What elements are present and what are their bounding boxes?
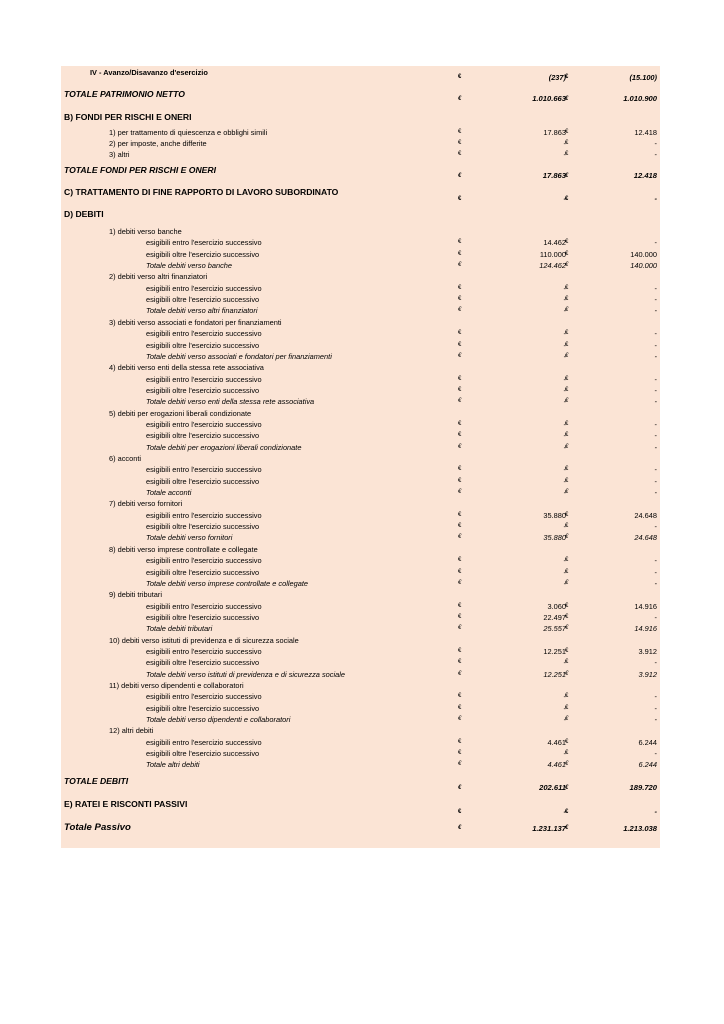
currency-symbol: € [458, 557, 462, 564]
currency-symbol: € [458, 647, 462, 654]
currency-symbol: € [458, 466, 462, 473]
fondi-item-label: 2) per imposte, anche differite [109, 139, 207, 148]
debiti-oltre-row-label: esigibili oltre l'esercizio successivo [146, 749, 260, 759]
debiti-entro-row-value-previous: - [654, 329, 657, 339]
debiti-entro-row-value-previous: - [654, 419, 657, 429]
currency-symbol: € [565, 352, 569, 359]
debiti-group-title-label: 9) debiti tributari [109, 590, 162, 600]
currency-symbol: € [458, 750, 462, 757]
debiti-group-title-label: 7) debiti verso fornitori [109, 499, 183, 509]
currency-symbol: € [565, 386, 569, 393]
debiti-entro-row-value-previous: - [654, 283, 657, 293]
currency-symbol: € [565, 809, 569, 815]
totale-debiti-row-value-previous: 189.720 [629, 783, 657, 792]
debiti-oltre-row-value-current: - [563, 522, 566, 532]
debiti-entro-row-value-current: 4.461 [547, 737, 566, 747]
debiti-total-row-value-previous: 140.000 [630, 261, 657, 271]
avanzo-row-value-previous: (15.100) [629, 73, 657, 82]
debiti-total-row-label: Totale debiti verso banche [146, 261, 233, 271]
currency-symbol: € [565, 568, 569, 575]
debiti-entro-row-label: esigibili entro l'esercizio successivo [146, 556, 262, 566]
debiti-total-row-value-current: 124.462 [539, 261, 566, 271]
totale-passivo-row-label: Totale Passivo [64, 822, 131, 833]
currency-symbol: € [565, 825, 569, 831]
debiti-entro-row-label: esigibili entro l'esercizio successivo [146, 692, 262, 702]
debiti-group-title-label: 5) debiti per erogazioni liberali condizionate [109, 408, 252, 418]
totale-passivo-row-value-previous: 1.213.038 [623, 824, 657, 833]
debiti-entro-row-value-previous: 3.912 [638, 646, 657, 656]
debiti-entro-row-value-current: 14.462 [543, 238, 566, 248]
currency-symbol: € [565, 129, 569, 135]
debiti-group-title-label: 4) debiti verso enti della stessa rete associativa [109, 363, 264, 373]
debiti-entro-row-value-current: - [563, 692, 566, 702]
debiti-heading-label: D) DEBITI [64, 209, 104, 219]
debiti-oltre-row-label: esigibili oltre l'esercizio successivo [146, 431, 260, 441]
debiti-total-row-value-previous: - [654, 578, 657, 588]
totale-patrimonio-netto-row-value-previous: 1.010.900 [623, 94, 657, 103]
currency-symbol: € [458, 262, 462, 269]
fondi-total-row-value-current: 17.863 [542, 171, 566, 180]
currency-symbol: € [458, 716, 462, 723]
debiti-total-row-value-previous: 14.916 [634, 624, 657, 634]
debiti-entro-row-label: esigibili entro l'esercizio successivo [146, 374, 262, 384]
debiti-oltre-row-value-previous: - [654, 385, 657, 395]
fondi-item-value-current: - [563, 139, 566, 148]
debiti-entro-row-label: esigibili entro l'esercizio successivo [146, 329, 262, 339]
debiti-oltre-row-value-previous: - [654, 703, 657, 713]
debiti-total-row-value-previous: - [654, 306, 657, 316]
debiti-entro-row-value-current: - [563, 465, 566, 475]
debiti-entro-row-value-current: - [563, 329, 566, 339]
currency-symbol: € [458, 196, 462, 202]
currency-symbol: € [565, 341, 569, 348]
debiti-total-row-value-previous: 6.244 [638, 760, 657, 770]
currency-symbol: € [458, 613, 462, 620]
debiti-total-row-value-current: 25.557 [543, 624, 566, 634]
debiti-total-row-value-current: 35.880 [543, 533, 566, 543]
totale-debiti-row-label: TOTALE DEBITI [64, 776, 129, 786]
debiti-entro-row-value-current: - [563, 283, 566, 293]
debiti-entro-row-value-current: - [563, 419, 566, 429]
currency-symbol: € [458, 534, 462, 541]
debiti-oltre-row-value-previous: - [654, 612, 657, 622]
debiti-total-row-value-previous: 24.648 [634, 533, 657, 543]
debiti-oltre-row-label: esigibili oltre l'esercizio successivo [146, 567, 260, 577]
currency-symbol: € [458, 602, 462, 609]
currency-symbol: € [565, 693, 569, 700]
debiti-oltre-row-value-current: - [563, 431, 566, 441]
debiti-total-row-label: Totale debiti verso associati e fondatori per finanziamenti [146, 351, 332, 361]
debiti-total-row-label: Totale debiti verso istituti di previdenza e di sicurezza sociale [146, 669, 345, 679]
debiti-oltre-row-value-previous: - [654, 295, 657, 305]
currency-symbol: € [565, 443, 569, 450]
debiti-total-row-label: Totale acconti [146, 488, 192, 498]
debiti-total-row-value-previous: 3.912 [638, 669, 657, 679]
debiti-oltre-row-label: esigibili oltre l'esercizio successivo [146, 385, 260, 395]
debiti-oltre-row-label: esigibili oltre l'esercizio successivo [146, 658, 260, 668]
ratei-row-value-previous: - [654, 807, 657, 816]
debiti-entro-row-label: esigibili entro l'esercizio successivo [146, 465, 262, 475]
debiti-total-row-value-previous: - [654, 351, 657, 361]
currency-symbol: € [458, 693, 462, 700]
debiti-total-row-value-previous: - [654, 488, 657, 498]
currency-symbol: € [458, 761, 462, 768]
currency-symbol: € [458, 330, 462, 337]
currency-symbol: € [565, 466, 569, 473]
debiti-oltre-row-value-previous: - [654, 431, 657, 441]
currency-symbol: € [458, 375, 462, 382]
debiti-total-row-value-current: 4.461 [547, 760, 566, 770]
currency-symbol: € [458, 523, 462, 530]
currency-symbol: € [565, 670, 569, 677]
debiti-group-title-label: 10) debiti verso istituti di previdenza e di sicurezza sociale [109, 635, 299, 645]
debiti-oltre-row-value-previous: - [654, 340, 657, 350]
debiti-total-row-label: Totale debiti verso enti della stessa rete associativa [146, 397, 315, 407]
debiti-oltre-row-value-current: - [563, 476, 566, 486]
currency-symbol: € [565, 647, 569, 654]
currency-symbol: € [458, 670, 462, 677]
debiti-oltre-row-value-current: - [563, 658, 566, 668]
currency-symbol: € [458, 96, 462, 102]
debiti-total-row-value-current: - [563, 715, 566, 725]
debiti-total-row-label: Totale debiti per erogazioni liberali condizionate [146, 442, 302, 452]
fondi-item-label: 3) altri [109, 150, 130, 159]
tfr-row-label: C) TRATTAMENTO DI FINE RAPPORTO DI LAVORO SUBORDINATO [64, 187, 339, 197]
currency-symbol: € [565, 196, 569, 202]
currency-symbol: € [458, 704, 462, 711]
debiti-total-row-label: Totale debiti verso imprese controllate e collegate [146, 578, 309, 588]
currency-symbol: € [458, 398, 462, 405]
debiti-oltre-row-value-current: - [563, 703, 566, 713]
currency-symbol: € [458, 420, 462, 427]
debiti-entro-row-label: esigibili entro l'esercizio successivo [146, 601, 262, 611]
tfr-row-value-previous: - [654, 194, 657, 203]
currency-symbol: € [458, 74, 462, 80]
debiti-entro-row-value-current: 12.251 [543, 646, 566, 656]
debiti-total-row-value-previous: - [654, 397, 657, 407]
currency-symbol: € [458, 825, 462, 831]
currency-symbol: € [565, 738, 569, 745]
currency-symbol: € [565, 262, 569, 269]
debiti-total-row-value-current: - [563, 397, 566, 407]
currency-symbol: € [565, 96, 569, 102]
currency-symbol: € [458, 239, 462, 246]
debiti-oltre-row-value-previous: - [654, 476, 657, 486]
currency-symbol: € [565, 750, 569, 757]
currency-symbol: € [565, 625, 569, 632]
debiti-total-row-label: Totale altri debiti [146, 760, 200, 770]
debiti-total-row-label: Totale debiti verso fornitori [146, 533, 233, 543]
debiti-entro-row-value-previous: 14.916 [634, 601, 657, 611]
currency-symbol: € [565, 420, 569, 427]
currency-symbol: € [458, 307, 462, 314]
currency-symbol: € [458, 432, 462, 439]
currency-symbol: € [565, 432, 569, 439]
debiti-entro-row-value-current: 35.880 [543, 510, 566, 520]
currency-symbol: € [458, 151, 462, 157]
currency-symbol: € [565, 659, 569, 666]
debiti-total-row-value-current: - [563, 351, 566, 361]
currency-symbol: € [565, 375, 569, 382]
currency-symbol: € [458, 386, 462, 393]
currency-symbol: € [565, 557, 569, 564]
debiti-total-row-value-current: - [563, 306, 566, 316]
currency-symbol: € [458, 173, 462, 179]
debiti-oltre-row-value-previous: - [654, 749, 657, 759]
currency-symbol: € [565, 173, 569, 179]
debiti-group-title-label: 8) debiti verso imprese controllate e collegate [109, 544, 258, 554]
currency-symbol: € [458, 477, 462, 484]
fondi-item-value-previous: 12.418 [634, 128, 657, 137]
debiti-entro-row-value-previous: 24.648 [634, 510, 657, 520]
debiti-oltre-row-label: esigibili oltre l'esercizio successivo [146, 476, 260, 486]
fondi-item-value-previous: - [654, 139, 657, 148]
currency-symbol: € [458, 511, 462, 518]
debiti-oltre-row-value-previous: - [654, 567, 657, 577]
debiti-entro-row-value-previous: 6.244 [638, 737, 657, 747]
currency-symbol: € [565, 151, 569, 157]
debiti-oltre-row-value-current: - [563, 749, 566, 759]
currency-symbol: € [458, 296, 462, 303]
debiti-entro-row-value-current: - [563, 374, 566, 384]
currency-symbol: € [565, 284, 569, 291]
debiti-oltre-row-value-current: - [563, 340, 566, 350]
debiti-entro-row-value-previous: - [654, 556, 657, 566]
ratei-row-value-current: - [563, 807, 566, 816]
debiti-oltre-row-value-current: - [563, 295, 566, 305]
currency-symbol: € [458, 284, 462, 291]
currency-symbol: € [458, 489, 462, 496]
debiti-oltre-row-value-previous: 140.000 [630, 249, 657, 259]
currency-symbol: € [565, 716, 569, 723]
totale-patrimonio-netto-row-value-current: 1.010.663 [532, 94, 566, 103]
debiti-entro-row-value-previous: - [654, 692, 657, 702]
currency-symbol: € [458, 659, 462, 666]
debiti-entro-row-label: esigibili entro l'esercizio successivo [146, 737, 262, 747]
debiti-group-title-label: 12) altri debiti [109, 726, 154, 736]
currency-symbol: € [565, 579, 569, 586]
debiti-oltre-row-label: esigibili oltre l'esercizio successivo [146, 295, 260, 305]
debiti-entro-row-value-previous: - [654, 374, 657, 384]
debiti-total-row-value-current: - [563, 442, 566, 452]
currency-symbol: € [565, 785, 569, 791]
debiti-oltre-row-value-current: - [563, 567, 566, 577]
currency-symbol: € [458, 785, 462, 791]
debiti-entro-row-value-current: - [563, 556, 566, 566]
debiti-entro-row-value-current: 3.060 [547, 601, 566, 611]
currency-symbol: € [565, 511, 569, 518]
currency-symbol: € [565, 330, 569, 337]
currency-symbol: € [565, 613, 569, 620]
currency-symbol: € [458, 579, 462, 586]
currency-symbol: € [458, 129, 462, 135]
currency-symbol: € [565, 296, 569, 303]
debiti-total-row-label: Totale debiti verso altri finanziatori [146, 306, 258, 316]
debiti-entro-row-label: esigibili entro l'esercizio successivo [146, 646, 262, 656]
currency-symbol: € [458, 250, 462, 257]
debiti-total-row-value-previous: - [654, 715, 657, 725]
fondi-item-value-current: 17.863 [543, 128, 566, 137]
currency-symbol: € [565, 477, 569, 484]
debiti-total-row-value-current: 12.251 [543, 669, 566, 679]
currency-symbol: € [565, 602, 569, 609]
avanzo-row-value-current: (237) [548, 73, 566, 82]
currency-symbol: € [458, 738, 462, 745]
debiti-oltre-row-label: esigibili oltre l'esercizio successivo [146, 340, 260, 350]
fondi-item-value-current: - [563, 150, 566, 159]
debiti-oltre-row-label: esigibili oltre l'esercizio successivo [146, 522, 260, 532]
debiti-group-title-label: 2) debiti verso altri finanziatori [109, 272, 208, 282]
currency-symbol: € [565, 250, 569, 257]
debiti-oltre-row-value-previous: - [654, 658, 657, 668]
balance-sheet-passivo [61, 66, 660, 848]
debiti-group-title-label: 6) acconti [109, 454, 142, 463]
currency-symbol: € [565, 398, 569, 405]
debiti-oltre-row-value-current: 110.000 [539, 249, 566, 259]
currency-symbol: € [565, 239, 569, 246]
debiti-group-title-label: 11) debiti verso dipendenti e collaboratori [109, 681, 244, 690]
currency-symbol: € [565, 307, 569, 314]
debiti-oltre-row-label: esigibili oltre l'esercizio successivo [146, 703, 260, 713]
currency-symbol: € [458, 341, 462, 348]
debiti-oltre-row-value-previous: - [654, 522, 657, 532]
currency-symbol: € [458, 443, 462, 450]
currency-symbol: € [565, 74, 569, 80]
fondi-item-label: 1) per trattamento di quiescenza e obblighi simili [109, 128, 268, 137]
avanzo-row-label: IV - Avanzo/Disavanzo d'esercizio [90, 68, 208, 77]
currency-symbol: € [565, 523, 569, 530]
debiti-total-row-value-previous: - [654, 442, 657, 452]
currency-symbol: € [565, 140, 569, 146]
fondi-item-value-previous: - [654, 150, 657, 159]
debiti-total-row-value-current: - [563, 488, 566, 498]
currency-symbol: € [565, 534, 569, 541]
currency-symbol: € [565, 489, 569, 496]
debiti-oltre-row-label: esigibili oltre l'esercizio successivo [146, 612, 260, 622]
debiti-oltre-row-value-current: 22.497 [543, 612, 566, 622]
debiti-entro-row-value-previous: - [654, 465, 657, 475]
tfr-row-value-current: - [563, 194, 566, 203]
fondi-total-row-label: TOTALE FONDI PER RISCHI E ONERI [64, 165, 216, 175]
debiti-entro-row-label: esigibili entro l'esercizio successivo [146, 238, 262, 248]
debiti-entro-row-label: esigibili entro l'esercizio successivo [146, 510, 262, 520]
debiti-entro-row-label: esigibili entro l'esercizio successivo [146, 283, 262, 293]
debiti-oltre-row-value-current: - [563, 385, 566, 395]
debiti-total-row-label: Totale debiti verso dipendenti e collaboratori [146, 715, 291, 725]
currency-symbol: € [458, 809, 462, 815]
currency-symbol: € [565, 761, 569, 768]
debiti-group-title-label: 3) debiti verso associati e fondatori per finanziamenti [109, 317, 282, 327]
currency-symbol: € [565, 704, 569, 711]
debiti-entro-row-label: esigibili entro l'esercizio successivo [146, 419, 262, 429]
totale-debiti-row-value-current: 202.611 [539, 783, 566, 792]
debiti-group-title-label: 1) debiti verso banche [109, 227, 182, 236]
debiti-total-row-value-current: - [563, 578, 566, 588]
fondi-total-row-value-previous: 12.418 [633, 171, 657, 180]
currency-symbol: € [458, 352, 462, 359]
currency-symbol: € [458, 625, 462, 632]
totale-passivo-row-value-current: 1.231.137 [532, 824, 566, 833]
debiti-oltre-row-label: esigibili oltre l'esercizio successivo [146, 249, 260, 259]
debiti-entro-row-value-previous: - [654, 238, 657, 248]
currency-symbol: € [458, 568, 462, 575]
totale-patrimonio-netto-row-label: TOTALE PATRIMONIO NETTO [64, 89, 185, 99]
fondi-heading-label: B) FONDI PER RISCHI E ONERI [64, 112, 192, 122]
debiti-total-row-label: Totale debiti tributari [146, 624, 213, 634]
currency-symbol: € [458, 140, 462, 146]
ratei-row-label: E) RATEI E RISCONTI PASSIVI [64, 799, 188, 809]
